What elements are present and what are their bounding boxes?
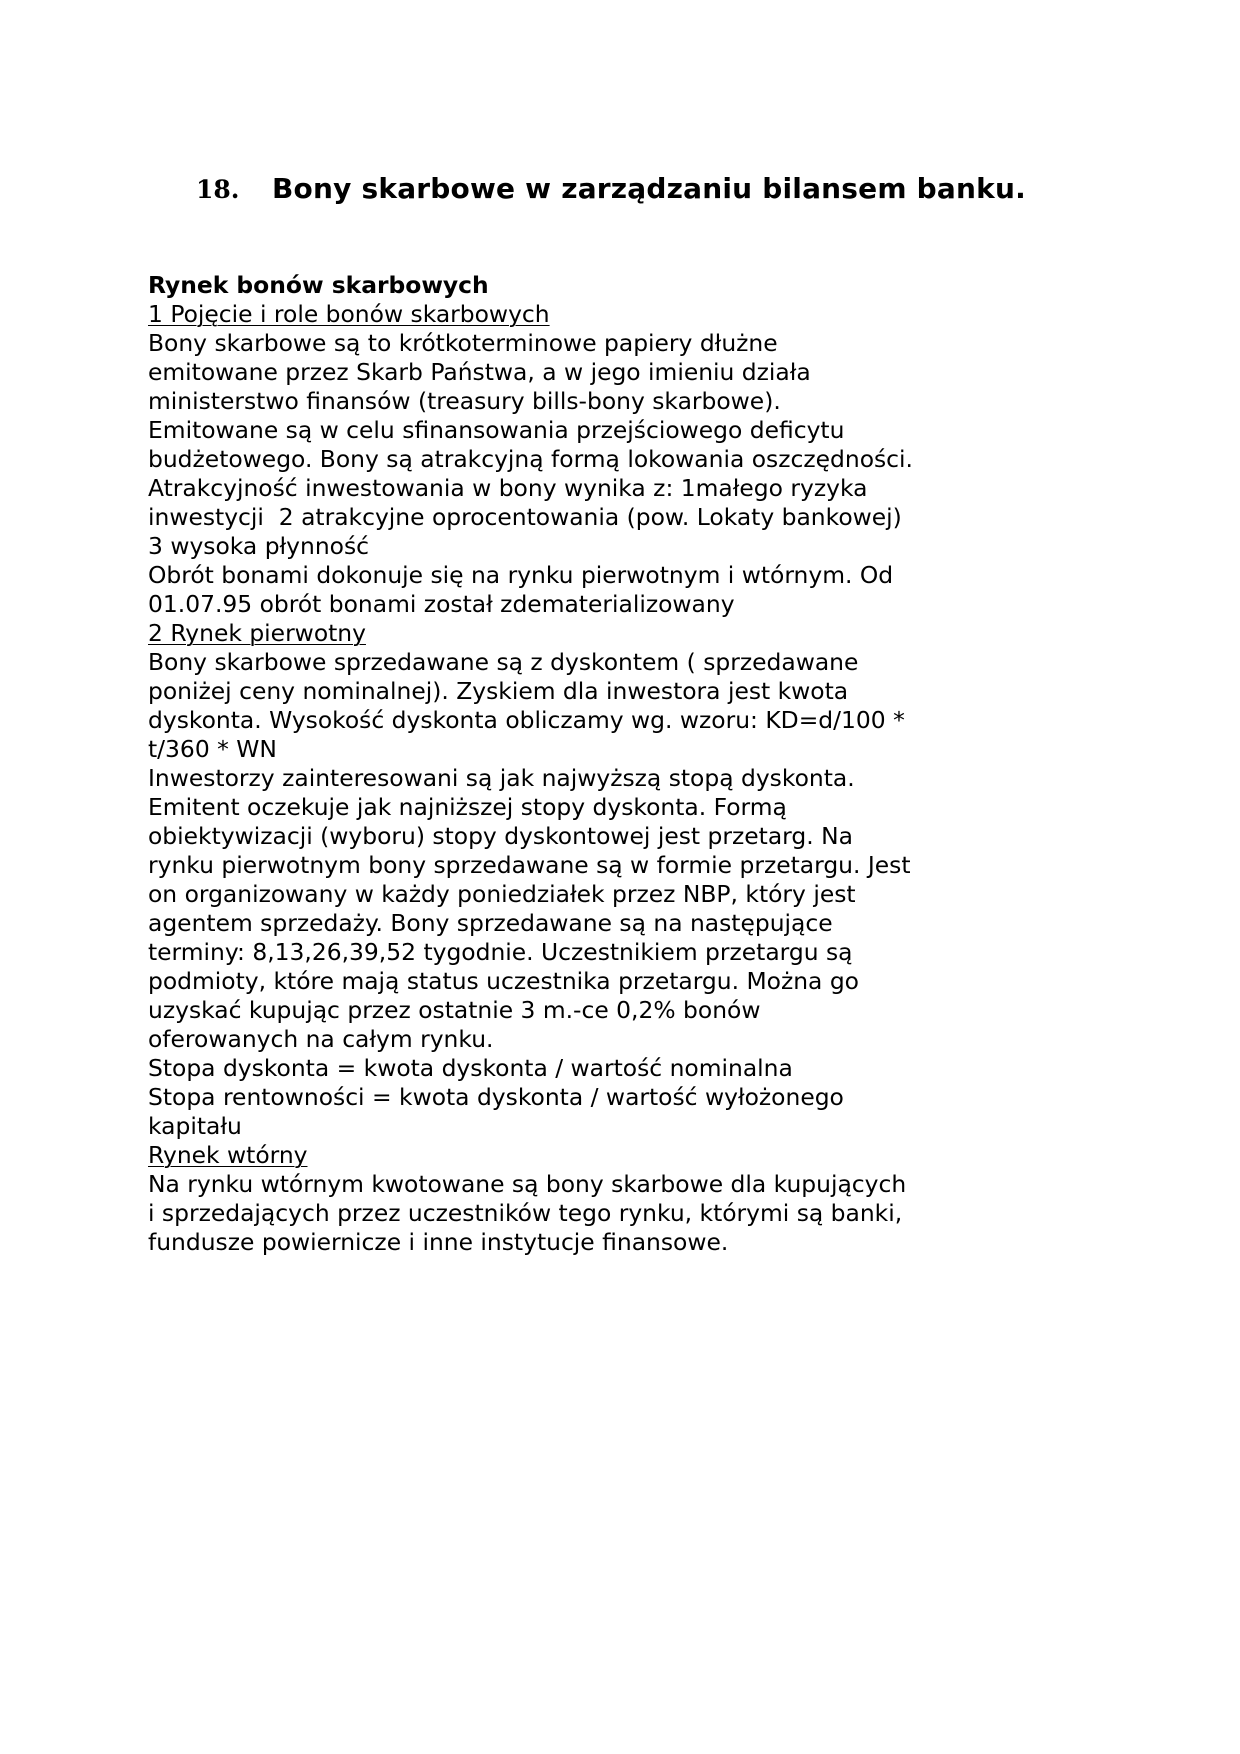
text-line: budżetowego. Bony są atrakcyjną formą lokowania oszczędności. xyxy=(148,445,913,473)
text-line: terminy: 8,13,26,39,52 tygodnie. Uczestnikiem przetargu są xyxy=(148,938,853,966)
text-line: agentem sprzedaży. Bony sprzedawane są na następujące xyxy=(148,909,833,937)
text-line: i sprzedających przez uczestników tego rynku, którymi są banki, xyxy=(148,1199,903,1227)
text-line: podmioty, które mają status uczestnika przetargu. Można go xyxy=(148,967,859,995)
document-body xyxy=(148,271,1148,1257)
text-line: Stopa dyskonta = kwota dyskonta / wartość nominalna xyxy=(148,1054,793,1082)
text-line: t/360 * WN xyxy=(148,735,277,763)
text-line: uzyskać kupując przez ostatnie 3 m.-ce 0,2% bonów xyxy=(148,996,761,1024)
section-title: Bony skarbowe w zarządzaniu bilansem banku. xyxy=(272,172,1026,205)
text-line: Stopa rentowności = kwota dyskonta / wartość wyłożonego xyxy=(148,1083,844,1111)
text-line: poniżej ceny nominalnej). Zyskiem dla inwestora jest kwota xyxy=(148,677,849,705)
section-number: 18. xyxy=(196,175,240,204)
text-line: Obrót bonami dokonuje się na rynku pierwotnym i wtórnym. Od xyxy=(148,561,894,589)
text-line: inwestycji 2 atrakcyjne oprocentowania (pow. Lokaty bankowej) xyxy=(148,503,902,531)
subsection-title: Rynek wtórny xyxy=(148,1141,308,1169)
text-line: Inwestorzy zainteresowani są jak najwyższą stopą dyskonta. xyxy=(148,764,855,792)
text-line: Bony skarbowe sprzedawane są z dyskontem ( sprzedawane xyxy=(148,648,859,676)
text-line: dyskonta. Wysokość dyskonta obliczamy wg. wzoru: KD=d/100 * xyxy=(148,706,905,734)
section-heading xyxy=(196,172,1196,216)
text-line: fundusze powiernicze i inne instytucje finansowe. xyxy=(148,1228,729,1256)
text-line: on organizowany w każdy poniedziałek przez NBP, który jest xyxy=(148,880,856,908)
subsection-title: 1 Pojęcie i role bonów skarbowych xyxy=(148,300,550,328)
text-line: emitowane przez Skarb Państwa, a w jego imieniu działa xyxy=(148,358,811,386)
text-line: Na rynku wtórnym kwotowane są bony skarbowe dla kupujących xyxy=(148,1170,907,1198)
text-line: Emitent oczekuje jak najniższej stopy dyskonta. Formą xyxy=(148,793,787,821)
text-line: 3 wysoka płynność xyxy=(148,532,370,560)
text-line: oferowanych na całym rynku. xyxy=(148,1025,494,1053)
text-line: Bony skarbowe są to krótkoterminowe papiery dłużne xyxy=(148,329,778,357)
subsection-title: 2 Rynek pierwotny xyxy=(148,619,366,647)
text-line: ministerstwo finansów (treasury bills-bony skarbowe). xyxy=(148,387,781,415)
text-line: Atrakcyjność inwestowania w bony wynika z: 1małego ryzyka xyxy=(148,474,868,502)
text-line: 01.07.95 obrót bonami został zdematerializowany xyxy=(148,590,735,618)
text-line: rynku pierwotnym bony sprzedawane są w formie przetargu. Jest xyxy=(148,851,911,879)
text-line: Emitowane są w celu sfinansowania przejściowego deficytu xyxy=(148,416,845,444)
text-line: kapitału xyxy=(148,1112,242,1140)
text-line: obiektywizacji (wyboru) stopy dyskontowej jest przetarg. Na xyxy=(148,822,853,850)
subsection-heading: Rynek bonów skarbowych xyxy=(148,271,489,299)
